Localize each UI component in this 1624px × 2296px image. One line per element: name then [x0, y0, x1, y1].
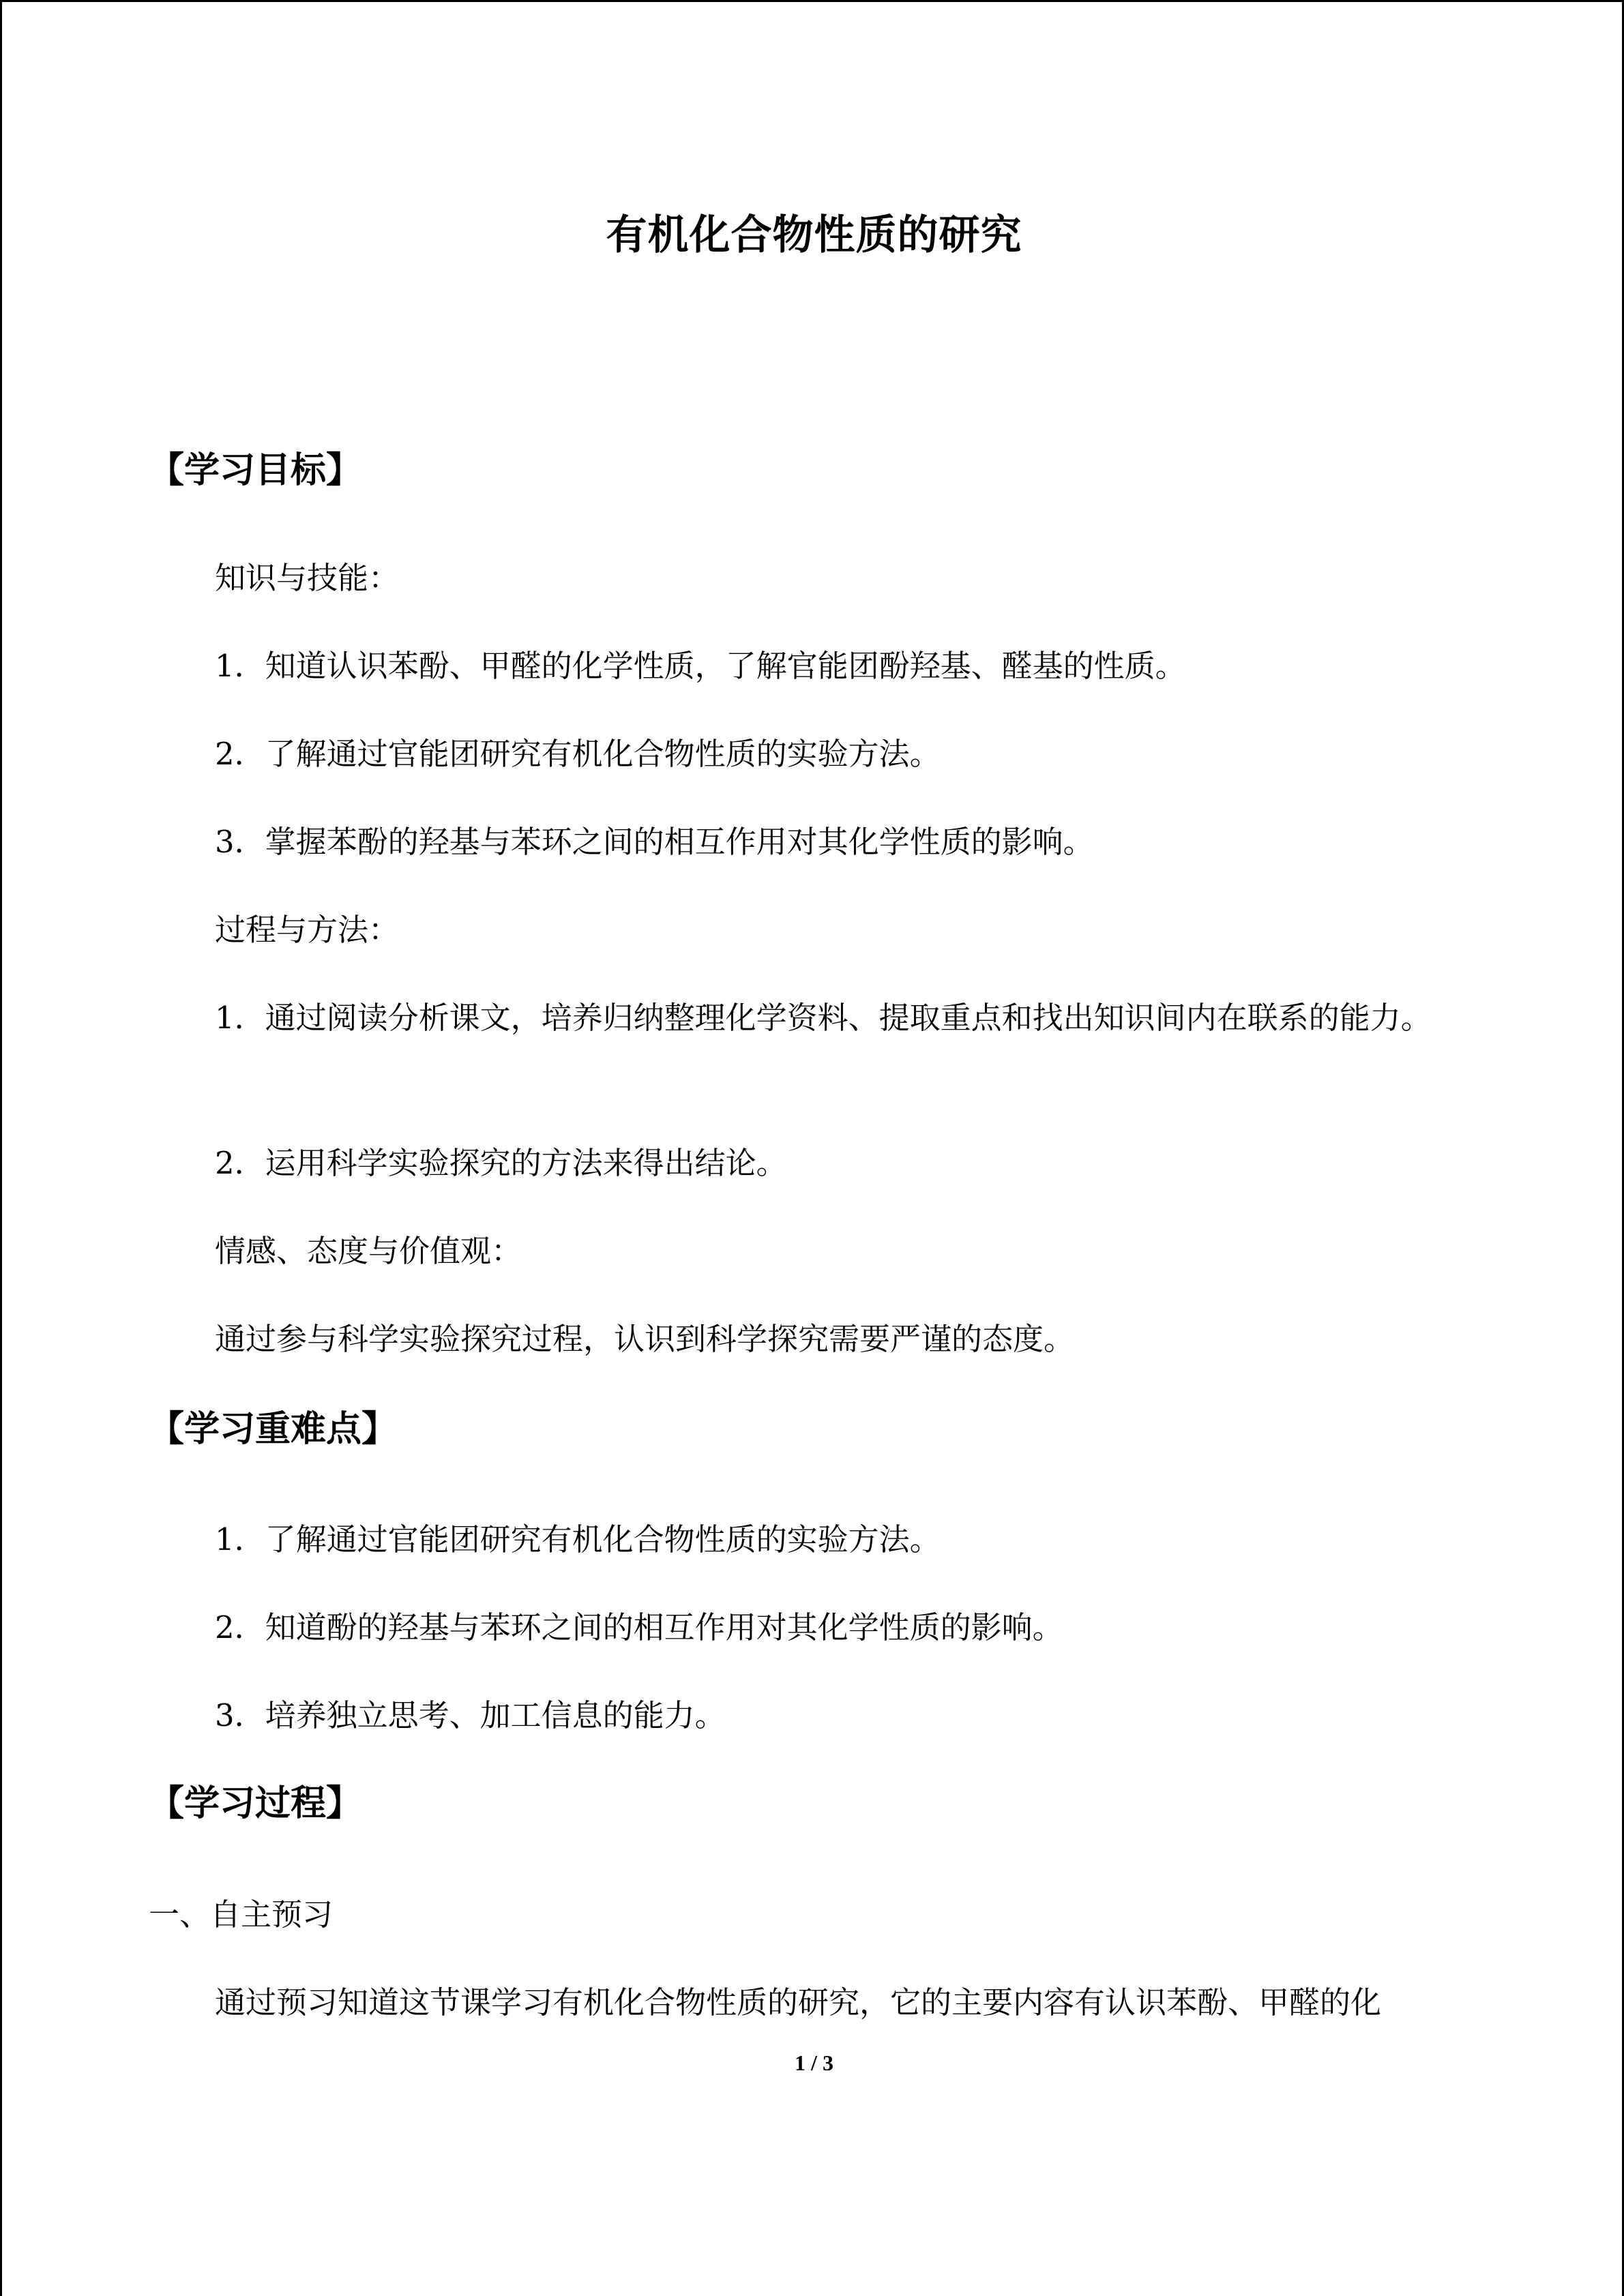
- document-title: 有机化合物性质的研究: [606, 211, 1022, 259]
- section-heading-objectives: 【学习目标】: [149, 450, 362, 491]
- knowledge-item-1: 1．知道认识苯酚、甲醛的化学性质，了解官能团酚羟基、醛基的性质。: [215, 648, 1186, 684]
- section-heading-process: 【学习过程】: [149, 1783, 362, 1824]
- process-label: 过程与方法：: [215, 912, 400, 948]
- process-item-1: 1．通过阅读分析课文，培养归纳整理化学资料、提取重点和找出知识间内在联系的能力。: [215, 1000, 1432, 1036]
- process-subheading: 一、自主预习: [149, 1896, 334, 1933]
- page-number: 1 / 3: [795, 2051, 833, 2075]
- emotion-label: 情感、态度与价值观：: [215, 1233, 522, 1269]
- process-item-2: 2．运用科学实验探究的方法来得出结论。: [215, 1145, 787, 1181]
- key-point-item-3: 3．培养独立思考、加工信息的能力。: [215, 1697, 726, 1733]
- key-point-item-2: 2．知道酚的羟基与苯环之间的相互作用对其化学性质的影响。: [215, 1609, 1063, 1645]
- knowledge-item-2: 2．了解通过官能团研究有机化合物性质的实验方法。: [215, 736, 941, 772]
- section-heading-key-points: 【学习重难点】: [149, 1409, 398, 1450]
- emotion-text: 通过参与科学实验探究过程，认识到科学探究需要严谨的态度。: [215, 1321, 1075, 1357]
- key-point-item-1: 1．了解通过官能团研究有机化合物性质的实验方法。: [215, 1521, 941, 1557]
- knowledge-label: 知识与技能：: [215, 560, 400, 596]
- process-text: 通过预习知道这节课学习有机化合物性质的研究，它的主要内容有认识苯酚、甲醛的化: [215, 1984, 1382, 2021]
- knowledge-item-3: 3．掌握苯酚的羟基与苯环之间的相互作用对其化学性质的影响。: [215, 824, 1094, 860]
